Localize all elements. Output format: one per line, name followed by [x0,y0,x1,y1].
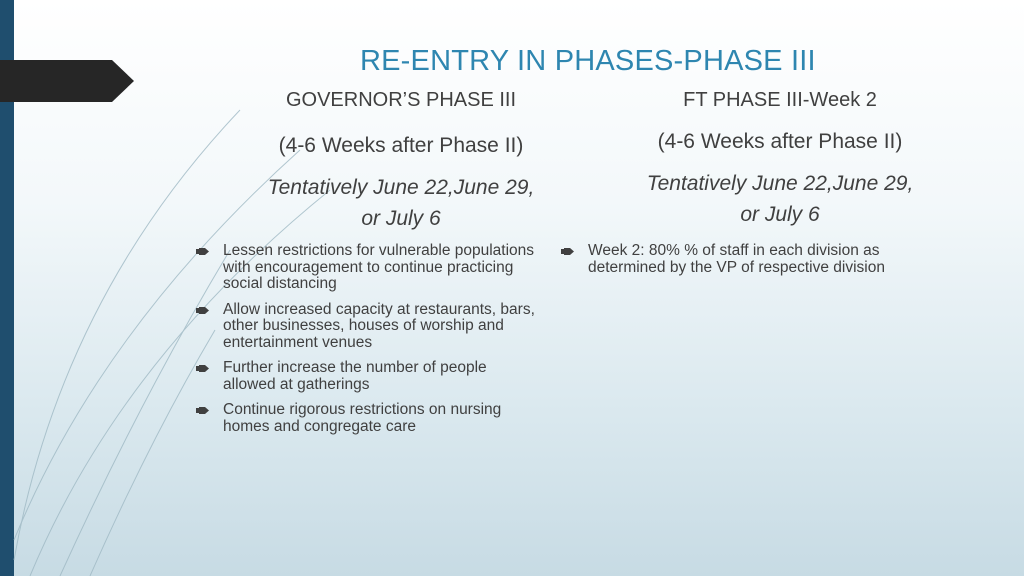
hand-pointer-icon [561,247,575,256]
list-item-text: Lessen restrictions for vulnerable populations with encouragement to continue practicing social distancing [223,242,535,292]
list-item-text: Week 2: 80% % of staff in each division as determined by the VP of respective division [588,242,885,276]
hand-pointer-icon [196,306,210,315]
list-item-text: Further increase the number of people allowed at gatherings [223,359,487,393]
list-item [192,302,542,352]
governor-date-line2: or July 6 [361,207,441,230]
hand-pointer-icon [196,364,210,373]
list-item [557,243,957,276]
list-item [192,402,542,435]
ft-heading: FT PHASE III-Week 2 [683,89,877,111]
governor-bullet-list [192,243,542,444]
governor-date [222,172,580,234]
list-item [192,360,542,393]
ft-date-line2: or July 6 [740,203,820,226]
hand-pointer-icon [196,406,210,415]
ft-date-line1: Tentatively June 22,June 29, [646,172,914,195]
list-item [192,243,542,293]
governor-subheading: (4-6 Weeks after Phase II) [278,134,524,157]
list-item-text: Continue rigorous restrictions on nursing homes and congregate care [223,401,502,435]
ft-bullet-list [557,243,957,285]
arrow-tab-shape [0,60,134,102]
governor-date-line1: Tentatively June 22,June 29, [267,176,535,199]
governor-heading: GOVERNOR’S PHASE III [285,89,517,111]
list-item-text: Allow increased capacity at restaurants, bars, other businesses, houses of worship and entertainment venues [223,300,535,351]
ft-subheading: (4-6 Weeks after Phase II) [657,130,903,153]
ft-date [600,168,960,230]
slide-title: RE-ENTRY IN PHASES-PHASE III [360,45,816,77]
hand-pointer-icon [196,247,210,256]
